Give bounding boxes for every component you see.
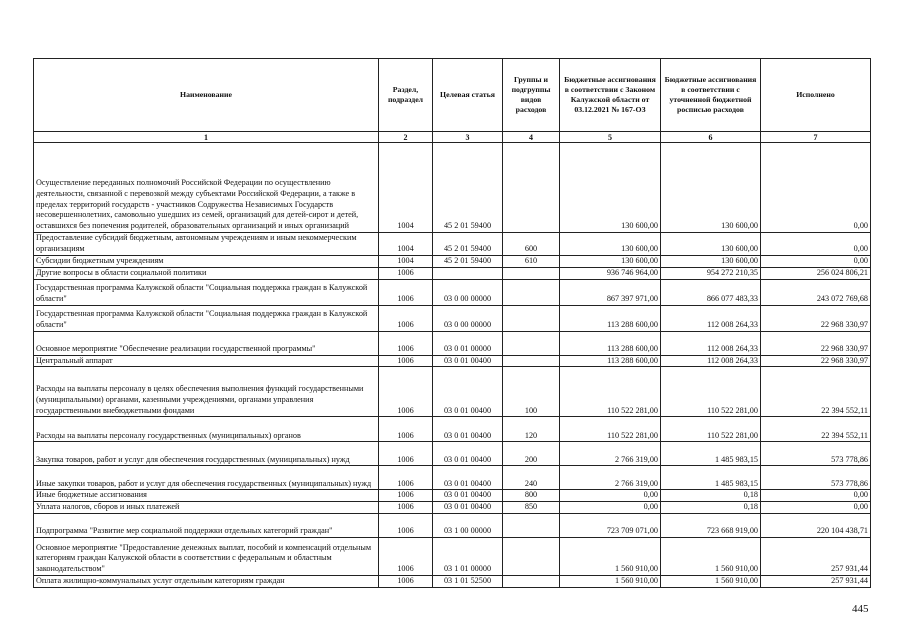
row-article: 03 0 00 00000 bbox=[433, 279, 503, 305]
column-number: 7 bbox=[761, 132, 871, 143]
header-target-article: Целевая статья bbox=[433, 59, 503, 132]
page-number: 445 bbox=[852, 603, 869, 615]
row-law-amount: 110 522 281,00 bbox=[560, 367, 661, 417]
row-group bbox=[503, 331, 560, 355]
row-article: 03 0 01 00400 bbox=[433, 367, 503, 417]
row-section: 1006 bbox=[379, 502, 433, 514]
row-executed-amount: 22 968 330,97 bbox=[761, 331, 871, 355]
row-name: Оплата жилищно-коммунальных услуг отдельным категориям граждан bbox=[34, 575, 379, 587]
row-name: Государственная программа Калужской области "Социальная поддержка граждан в Калужской области" bbox=[34, 305, 379, 331]
row-name: Подпрограмма "Развитие мер социальной поддержки отдельных категорий граждан" bbox=[34, 513, 379, 537]
row-section: 1004 bbox=[379, 233, 433, 256]
table-row bbox=[34, 490, 871, 502]
row-article: 03 0 01 00400 bbox=[433, 355, 503, 367]
row-law-amount: 2 766 319,00 bbox=[560, 466, 661, 490]
table-row bbox=[34, 575, 871, 587]
table-row bbox=[34, 143, 871, 233]
row-name: Расходы на выплаты персоналу государственных (муниципальных) органов bbox=[34, 417, 379, 442]
row-group: 800 bbox=[503, 490, 560, 502]
row-refined-amount: 954 272 210,35 bbox=[661, 267, 761, 279]
row-name: Осуществление переданных полномочий Российской Федерации по осуществлению деятельности, связанной с перевозкой между субъектами Российской Федерации, а также в пределах территорий государств - участников Содружества Независимых Государств несовершеннолетних, самовольно ушедших из семей, организаций для детей-сирот и детей, оставшихся без попечения родителей, образовательных организаций и иных организаций bbox=[34, 143, 379, 233]
row-refined-amount: 110 522 281,00 bbox=[661, 367, 761, 417]
row-article: 45 2 01 59400 bbox=[433, 256, 503, 268]
row-section: 1006 bbox=[379, 267, 433, 279]
row-refined-amount: 1 560 910,00 bbox=[661, 537, 761, 575]
row-section: 1006 bbox=[379, 513, 433, 537]
header-section: Раздел, подраздел bbox=[379, 59, 433, 132]
table-row bbox=[34, 513, 871, 537]
budget-execution-table bbox=[33, 58, 871, 588]
row-article: 03 0 01 00400 bbox=[433, 417, 503, 442]
row-article: 03 0 01 00400 bbox=[433, 502, 503, 514]
row-executed-amount: 243 072 769,68 bbox=[761, 279, 871, 305]
row-section: 1006 bbox=[379, 490, 433, 502]
table-row bbox=[34, 355, 871, 367]
table-row bbox=[34, 279, 871, 305]
row-group: 850 bbox=[503, 502, 560, 514]
row-executed-amount: 22 968 330,97 bbox=[761, 355, 871, 367]
row-article: 03 0 01 00400 bbox=[433, 442, 503, 466]
row-law-amount: 130 600,00 bbox=[560, 143, 661, 233]
row-name: Иные бюджетные ассигнования bbox=[34, 490, 379, 502]
row-group: 200 bbox=[503, 442, 560, 466]
row-section: 1006 bbox=[379, 367, 433, 417]
row-section: 1006 bbox=[379, 355, 433, 367]
row-group bbox=[503, 267, 560, 279]
row-law-amount: 113 288 600,00 bbox=[560, 355, 661, 367]
row-section: 1006 bbox=[379, 417, 433, 442]
row-name: Субсидии бюджетным учреждениям bbox=[34, 256, 379, 268]
column-number: 5 bbox=[560, 132, 661, 143]
row-executed-amount: 22 968 330,97 bbox=[761, 305, 871, 331]
row-group bbox=[503, 537, 560, 575]
row-refined-amount: 0,18 bbox=[661, 490, 761, 502]
row-group: 610 bbox=[503, 256, 560, 268]
row-name: Расходы на выплаты персоналу в целях обеспечения выполнения функций государственными (муниципальными) органами, казенными учреждениями, органами управления государственными внебюджетными фондами bbox=[34, 367, 379, 417]
row-refined-amount: 130 600,00 bbox=[661, 256, 761, 268]
row-article: 03 1 01 52500 bbox=[433, 575, 503, 587]
header-refined-allocation: Бюджетные ассигнования в соответствии с уточненной бюджетной росписью расходов bbox=[661, 59, 761, 132]
row-refined-amount: 130 600,00 bbox=[661, 233, 761, 256]
row-executed-amount: 0,00 bbox=[761, 233, 871, 256]
row-executed-amount: 0,00 bbox=[761, 143, 871, 233]
row-executed-amount: 257 931,44 bbox=[761, 575, 871, 587]
row-law-amount: 0,00 bbox=[560, 490, 661, 502]
row-article: 45 2 01 59400 bbox=[433, 143, 503, 233]
table-row bbox=[34, 331, 871, 355]
row-name: Основное мероприятие "Обеспечение реализации государственной программы" bbox=[34, 331, 379, 355]
row-article: 03 1 01 00000 bbox=[433, 537, 503, 575]
row-group: 240 bbox=[503, 466, 560, 490]
row-article: 03 0 01 00400 bbox=[433, 466, 503, 490]
table-row bbox=[34, 367, 871, 417]
row-refined-amount: 112 008 264,33 bbox=[661, 331, 761, 355]
row-law-amount: 113 288 600,00 bbox=[560, 305, 661, 331]
row-executed-amount: 573 778,86 bbox=[761, 442, 871, 466]
row-group bbox=[503, 305, 560, 331]
column-number: 2 bbox=[379, 132, 433, 143]
row-law-amount: 130 600,00 bbox=[560, 256, 661, 268]
table-row bbox=[34, 305, 871, 331]
table-row bbox=[34, 442, 871, 466]
row-article: 03 1 00 00000 bbox=[433, 513, 503, 537]
table-body bbox=[34, 143, 871, 588]
table-row bbox=[34, 502, 871, 514]
row-refined-amount: 723 668 919,00 bbox=[661, 513, 761, 537]
column-number: 6 bbox=[661, 132, 761, 143]
row-law-amount: 867 397 971,00 bbox=[560, 279, 661, 305]
row-law-amount: 0,00 bbox=[560, 502, 661, 514]
row-group bbox=[503, 513, 560, 537]
row-law-amount: 936 746 964,00 bbox=[560, 267, 661, 279]
row-refined-amount: 0,18 bbox=[661, 502, 761, 514]
row-law-amount: 113 288 600,00 bbox=[560, 331, 661, 355]
header-executed: Исполнено bbox=[761, 59, 871, 132]
row-name: Иные закупки товаров, работ и услуг для обеспечения государственных (муниципальных) нужд bbox=[34, 466, 379, 490]
row-name: Центральный аппарат bbox=[34, 355, 379, 367]
row-name: Основное мероприятие "Предоставление денежных выплат, пособий и компенсаций отдельным категориям граждан Калужской области в соответствии с федеральным и областным законодательством" bbox=[34, 537, 379, 575]
column-number: 1 bbox=[34, 132, 379, 143]
row-refined-amount: 1 485 983,15 bbox=[661, 466, 761, 490]
row-refined-amount: 112 008 264,33 bbox=[661, 355, 761, 367]
row-law-amount: 130 600,00 bbox=[560, 233, 661, 256]
row-group: 120 bbox=[503, 417, 560, 442]
table-row bbox=[34, 267, 871, 279]
table-row bbox=[34, 417, 871, 442]
row-law-amount: 1 560 910,00 bbox=[560, 537, 661, 575]
row-law-amount: 723 709 071,00 bbox=[560, 513, 661, 537]
row-group: 600 bbox=[503, 233, 560, 256]
row-article: 03 0 01 00000 bbox=[433, 331, 503, 355]
row-refined-amount: 1 560 910,00 bbox=[661, 575, 761, 587]
row-law-amount: 2 766 319,00 bbox=[560, 442, 661, 466]
row-section: 1006 bbox=[379, 331, 433, 355]
row-law-amount: 110 522 281,00 bbox=[560, 417, 661, 442]
row-section: 1004 bbox=[379, 256, 433, 268]
column-number-row bbox=[34, 132, 871, 143]
row-executed-amount: 257 931,44 bbox=[761, 537, 871, 575]
column-number: 3 bbox=[433, 132, 503, 143]
row-section: 1006 bbox=[379, 279, 433, 305]
row-executed-amount: 0,00 bbox=[761, 490, 871, 502]
row-refined-amount: 112 008 264,33 bbox=[661, 305, 761, 331]
row-name: Закупка товаров, работ и услуг для обеспечения государственных (муниципальных) нужд bbox=[34, 442, 379, 466]
table-row bbox=[34, 466, 871, 490]
row-group: 100 bbox=[503, 367, 560, 417]
row-executed-amount: 256 024 806,21 bbox=[761, 267, 871, 279]
row-article bbox=[433, 267, 503, 279]
row-section: 1006 bbox=[379, 305, 433, 331]
header-name: Наименование bbox=[34, 59, 379, 132]
row-executed-amount: 22 394 552,11 bbox=[761, 367, 871, 417]
row-executed-amount: 22 394 552,11 bbox=[761, 417, 871, 442]
row-group bbox=[503, 575, 560, 587]
row-article: 03 0 01 00400 bbox=[433, 490, 503, 502]
row-refined-amount: 866 077 483,33 bbox=[661, 279, 761, 305]
header-row bbox=[34, 59, 871, 132]
row-executed-amount: 0,00 bbox=[761, 256, 871, 268]
table-row bbox=[34, 537, 871, 575]
row-name: Уплата налогов, сборов и иных платежей bbox=[34, 502, 379, 514]
row-section: 1004 bbox=[379, 143, 433, 233]
header-expense-group: Группы и подгруппы видов расходов bbox=[503, 59, 560, 132]
row-executed-amount: 0,00 bbox=[761, 502, 871, 514]
row-group bbox=[503, 355, 560, 367]
row-article: 03 0 00 00000 bbox=[433, 305, 503, 331]
row-executed-amount: 573 778,86 bbox=[761, 466, 871, 490]
row-group bbox=[503, 279, 560, 305]
table-row bbox=[34, 233, 871, 256]
row-executed-amount: 220 104 438,71 bbox=[761, 513, 871, 537]
row-section: 1006 bbox=[379, 466, 433, 490]
row-section: 1006 bbox=[379, 442, 433, 466]
row-article: 45 2 01 59400 bbox=[433, 233, 503, 256]
row-section: 1006 bbox=[379, 575, 433, 587]
row-refined-amount: 1 485 983,15 bbox=[661, 442, 761, 466]
row-refined-amount: 110 522 281,00 bbox=[661, 417, 761, 442]
row-section: 1006 bbox=[379, 537, 433, 575]
row-name: Предоставление субсидий бюджетным, автономным учреждениям и иным некоммерческим организациям bbox=[34, 233, 379, 256]
row-name: Другие вопросы в области социальной политики bbox=[34, 267, 379, 279]
row-group bbox=[503, 143, 560, 233]
row-name: Государственная программа Калужской области "Социальная поддержка граждан в Калужской области" bbox=[34, 279, 379, 305]
row-law-amount: 1 560 910,00 bbox=[560, 575, 661, 587]
table-row bbox=[34, 256, 871, 268]
header-law-allocation: Бюджетные ассигнования в соответствии с Законом Калужской области от 03.12.2021 № 167-ОЗ bbox=[560, 59, 661, 132]
column-number: 4 bbox=[503, 132, 560, 143]
row-refined-amount: 130 600,00 bbox=[661, 143, 761, 233]
